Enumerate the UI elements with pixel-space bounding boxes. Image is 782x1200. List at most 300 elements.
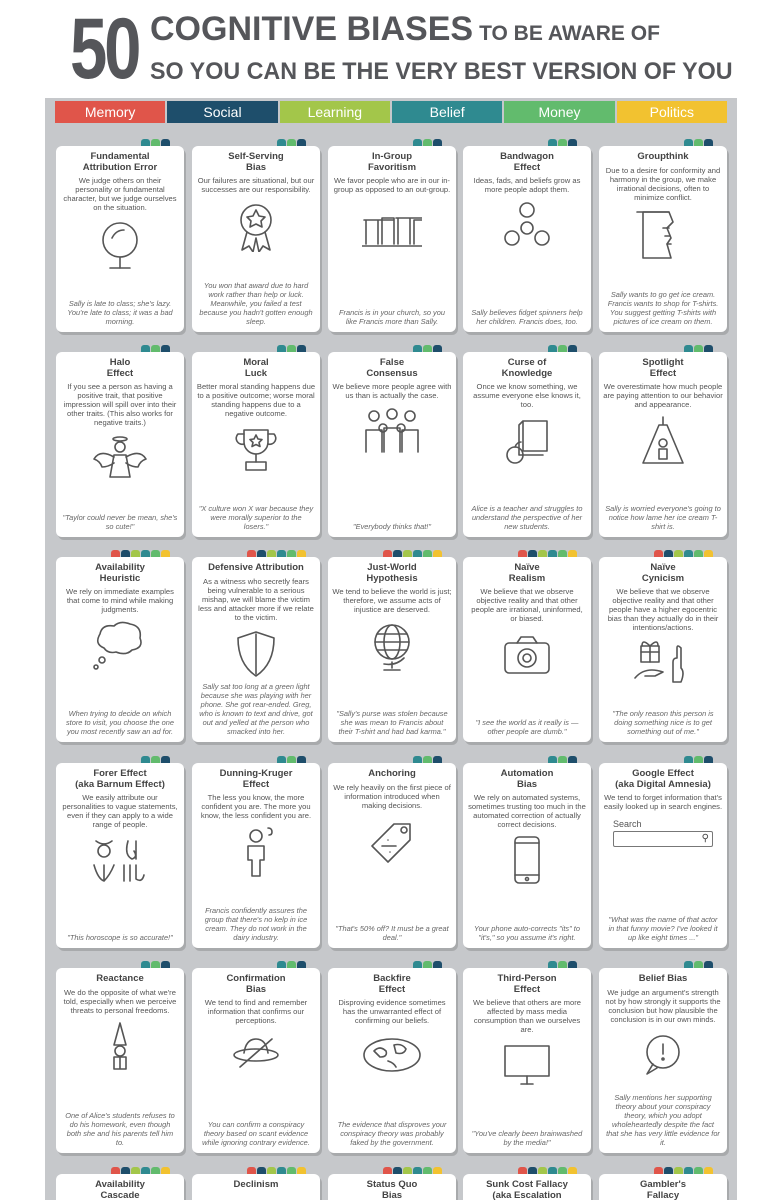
- category-tab: [694, 1167, 703, 1174]
- category-tabs: [383, 1167, 442, 1174]
- category-tabs: [654, 1167, 713, 1174]
- bias-card: [56, 968, 184, 1153]
- card-example: "Everybody thinks that!": [353, 522, 431, 531]
- book-apple-icon: [467, 415, 587, 467]
- category-tab: [538, 550, 547, 557]
- card-description: We believe that we observe objective reality and that other people have a higher egocentric bias than they actually do in their intentions/actions.: [607, 587, 719, 632]
- card-title: Availability Heuristic: [95, 562, 145, 584]
- card-example: Francis confidently assures the group that there's no kelp in ice cream. They do not work in the dairy industry.: [204, 906, 308, 942]
- category-tabs: [383, 550, 442, 557]
- category-tab: [423, 1167, 432, 1174]
- category-tab: [287, 961, 296, 968]
- category-tab: [568, 345, 577, 352]
- card-title: Reactance: [96, 973, 144, 984]
- bias-card: [56, 352, 184, 537]
- crowd-icon: [332, 406, 452, 458]
- card-title: Automation Bias: [500, 768, 554, 790]
- category-tab: [393, 550, 402, 557]
- card-title: Belief Bias: [638, 973, 688, 984]
- category-tab: [413, 345, 422, 352]
- bias-card: [328, 968, 456, 1153]
- category-tab: [423, 345, 432, 352]
- camera-icon: [467, 629, 587, 681]
- card-title: Naïve Realism: [508, 562, 546, 584]
- category-tab: [151, 756, 160, 763]
- category-tab: [413, 139, 422, 146]
- category-tab: [287, 139, 296, 146]
- card-title: Confirmation Bias: [226, 973, 286, 995]
- category-tab: [277, 139, 286, 146]
- card-example: "Taylor could never be mean, she's so cute!": [62, 513, 178, 531]
- category-tabs: [141, 961, 170, 968]
- card-title: Third-Person Effect: [497, 973, 557, 995]
- card-description: We tend to believe the world is just; therefore, we assume acts of injustice are deserved.: [332, 587, 452, 614]
- card-title: Curse of Knowledge: [501, 357, 553, 379]
- card-title: Availability Cascade: [95, 1179, 145, 1200]
- globe-icon: [332, 620, 452, 672]
- category-tab: [664, 550, 673, 557]
- category-tab: [151, 345, 160, 352]
- lemmings-cliff-icon: [603, 208, 723, 260]
- thought-bubble-icon: [60, 620, 180, 672]
- category-tabs: [277, 961, 306, 968]
- category-tab: [558, 961, 567, 968]
- category-tab: [423, 550, 432, 557]
- category-tab: [121, 550, 130, 557]
- card-description: We rely on immediate examples that come to mind while making judgments.: [66, 587, 174, 614]
- card-example: "Sally's purse was stolen because she was mean to Francis about their T-shirt and had bad karma.": [336, 709, 448, 736]
- magnifier-icon: ⚲: [701, 833, 709, 844]
- card-title: Defensive Attribution: [208, 562, 304, 573]
- category-tab: [297, 139, 306, 146]
- category-tab: [121, 1167, 130, 1174]
- category-tab: [297, 345, 306, 352]
- category-tabs: [684, 756, 713, 763]
- card-description: Ideas, fads, and beliefs grow as more people adopt them.: [473, 176, 581, 194]
- category-tab: [684, 345, 693, 352]
- card-description: If you see a person as having a positive trait, that positive impression will spill over into their other traits. (This also works for negative traits.): [63, 382, 177, 427]
- card-description: We rely heavily on the first piece of information introduced when making decisions.: [333, 782, 451, 810]
- number-fifty: 50: [70, 1, 139, 97]
- category-tab: [654, 550, 663, 557]
- bias-card: [192, 763, 320, 948]
- card-title: Google Effect (aka Digital Amnesia): [615, 768, 711, 790]
- category-tab: [247, 550, 256, 557]
- category-tab: [694, 756, 703, 763]
- category-tabs: [548, 345, 577, 352]
- bias-card: [599, 146, 727, 332]
- card-title: In-Group Favoritism: [367, 151, 417, 173]
- bias-card: [599, 1174, 727, 1200]
- bias-card: [192, 1174, 320, 1200]
- bias-card: [56, 1174, 184, 1200]
- card-description: Due to a desire for conformity and harmony in the group, we make irrational decisions, often to minimize conflict.: [605, 165, 721, 202]
- card-description: Our failures are situational, but our successes are our responsibility.: [197, 176, 315, 194]
- card-description: We judge an argument's strength not by how strongly it supports the conclusion but how plausible the conclusion is in our own minds.: [605, 987, 721, 1024]
- category-tab: [518, 550, 527, 557]
- category-tab: [694, 961, 703, 968]
- card-example: "This horoscope is so accurate!": [67, 933, 173, 942]
- category-tab: [423, 139, 432, 146]
- bias-card: [328, 763, 456, 948]
- price-tag-icon: [332, 816, 452, 868]
- category-tabs: [277, 345, 306, 352]
- category-tabs: [413, 139, 442, 146]
- title-line: [150, 10, 660, 49]
- category-tab: [568, 550, 577, 557]
- category-tab: [257, 550, 266, 557]
- bias-card: [599, 763, 727, 948]
- card-example: "What was the name of that actor in that funny movie? I've looked it up like eight times ...": [608, 915, 718, 942]
- category-tabs: [413, 345, 442, 352]
- card-description: Once we know something, we assume everyone else knows it, too.: [473, 382, 581, 409]
- category-tab: [257, 1167, 266, 1174]
- flat-earth-icon: [332, 1031, 452, 1083]
- category-tabs: [111, 1167, 170, 1174]
- card-example: One of Alice's students refuses to do his homework, even though both she and his parents tell him to.: [65, 1111, 175, 1147]
- confused-person-icon: [196, 826, 316, 878]
- card-title: Dunning-Kruger Effect: [219, 768, 293, 790]
- category-tab: [548, 961, 557, 968]
- category-tab: [664, 1167, 673, 1174]
- card-example: Your phone auto-corrects "its" to "it's," so you assume it's right.: [474, 924, 580, 942]
- card-example: "You've clearly been brainwashed by the media!": [471, 1129, 583, 1147]
- category-tab: [277, 961, 286, 968]
- smartphone-icon: [467, 835, 587, 887]
- category-tab: [413, 756, 422, 763]
- category-tab: [423, 756, 432, 763]
- card-example: When trying to decide on which store to visit, you choose the one you most recently saw an ad for.: [65, 709, 175, 736]
- card-example: "I see the world as it really is — other people are dumb.": [475, 718, 579, 736]
- category-tabs: [277, 139, 306, 146]
- category-tab: [287, 345, 296, 352]
- bias-card: [328, 146, 456, 332]
- card-title: Moral Luck: [243, 357, 269, 379]
- category-tab: [277, 550, 286, 557]
- category-tab: [383, 550, 392, 557]
- category-tab: [277, 1167, 286, 1174]
- card-title: Backfire Effect: [373, 973, 411, 995]
- category-tab: [558, 550, 567, 557]
- bias-card: [56, 146, 184, 332]
- card-description: We overestimate how much people are paying attention to our behavior and appearance.: [603, 382, 723, 409]
- category-tab: [433, 1167, 442, 1174]
- category-tab: [277, 756, 286, 763]
- bias-card: [328, 557, 456, 742]
- angel-icon: [60, 433, 180, 485]
- tv-screen-icon: [467, 1040, 587, 1092]
- card-example: Sally is late to class; she's lazy. You're late to class; it was a bad morning.: [67, 299, 173, 326]
- category-tabs: [518, 550, 577, 557]
- card-description: We judge others on their personality or fundamental character, but we judge ourselves on the situation.: [63, 176, 177, 212]
- category-tab: [704, 961, 713, 968]
- category-tab: [161, 345, 170, 352]
- category-tab: [684, 756, 693, 763]
- stonehenge-icon: [332, 200, 452, 252]
- card-example: You can confirm a conspiracy theory based on scant evidence while ignoring contrary evidence.: [202, 1120, 310, 1147]
- category-tab: [297, 1167, 306, 1174]
- category-tab: [297, 550, 306, 557]
- category-tab: [568, 961, 577, 968]
- card-description: The less you know, the more confident you are. The more you know, the less confident you are.: [200, 793, 312, 820]
- card-description: We tend to forget information that's easily looked up in search engines.: [603, 793, 723, 811]
- category-tab: [383, 1167, 392, 1174]
- card-description: We tend to find and remember information that confirms our perceptions.: [204, 998, 308, 1025]
- category-tab: [684, 1167, 693, 1174]
- category-tab: [654, 1167, 663, 1174]
- category-tab: [548, 139, 557, 146]
- category-tab: [694, 345, 703, 352]
- category-tabs: [111, 550, 170, 557]
- card-example: Sally is worried everyone's going to notice how lame her ice cream T-shirt is.: [605, 504, 721, 531]
- category-tab: [528, 550, 537, 557]
- category-tab: [694, 550, 703, 557]
- card-title: Self-Serving Bias: [228, 151, 284, 173]
- title-tail: TO BE AWARE OF: [479, 22, 660, 45]
- card-title: False Consensus: [366, 357, 418, 379]
- bias-card: [599, 557, 727, 742]
- bias-card: [192, 557, 320, 742]
- card-title: Bandwagon Effect: [500, 151, 554, 173]
- card-example: Sally sat too long at a green light because she was playing with her phone. She got rear-ended. Greg, who is known to text and drive, got out and yelled at the person who smacked into her.: [199, 682, 313, 736]
- category-tab: [141, 961, 150, 968]
- category-tabs: [684, 345, 713, 352]
- category-tab: [141, 550, 150, 557]
- category-tab: [433, 139, 442, 146]
- category-tab: [674, 550, 683, 557]
- subtitle: SO YOU CAN BE THE VERY BEST VERSION OF YOU: [150, 58, 733, 85]
- category-tab: [704, 1167, 713, 1174]
- search-field: [613, 831, 713, 847]
- category-tab: [111, 550, 120, 557]
- fidget-spinner-icon: [467, 200, 587, 252]
- category-tab: [558, 756, 567, 763]
- bias-card: [463, 352, 591, 537]
- category-tabs: [684, 961, 713, 968]
- bias-card: [463, 557, 591, 742]
- category-tabs: [548, 961, 577, 968]
- category-tab: [297, 756, 306, 763]
- category-tab: [161, 550, 170, 557]
- bias-card: [56, 763, 184, 948]
- card-example: Francis is in your church, so you like Francis more than Sally.: [339, 308, 445, 326]
- card-description: We believe more people agree with us than is actually the case.: [332, 382, 452, 400]
- bias-card: [56, 557, 184, 742]
- category-belief: Belief: [392, 101, 502, 123]
- category-tab: [287, 1167, 296, 1174]
- bias-card: [192, 146, 320, 332]
- card-description: We favor people who are in our in-group as opposed to an out-group.: [333, 176, 451, 194]
- category-tab: [131, 550, 140, 557]
- award-ribbon-icon: [196, 200, 316, 252]
- category-tab: [704, 345, 713, 352]
- category-tab: [568, 139, 577, 146]
- category-tab: [558, 345, 567, 352]
- category-tab: [528, 1167, 537, 1174]
- card-description: We easily attribute our personalities to vague statements, even if they can apply to a wide range of people.: [62, 793, 178, 829]
- category-memory: Memory: [55, 101, 165, 123]
- card-title: Naïve Cynicism: [641, 562, 685, 584]
- category-tab: [433, 961, 442, 968]
- card-example: You won that award due to hard work rather than help or luck. Meanwhile, you failed a test because you hadn't gotten enough sleep.: [199, 281, 313, 326]
- category-tab: [267, 1167, 276, 1174]
- card-title: Groupthink: [637, 151, 689, 162]
- category-money: Money: [504, 101, 614, 123]
- card-title: Fundamental Attribution Error: [82, 151, 158, 173]
- category-social: Social: [167, 101, 277, 123]
- category-tab: [568, 1167, 577, 1174]
- category-tab: [548, 756, 557, 763]
- bias-card: [599, 968, 727, 1153]
- bias-card: [599, 352, 727, 537]
- category-tabs: [413, 961, 442, 968]
- card-example: "That's 50% off? It must be a great deal.": [335, 924, 449, 942]
- category-tabs: [413, 756, 442, 763]
- category-tab: [433, 345, 442, 352]
- card-title: Forer Effect (aka Barnum Effect): [75, 768, 165, 790]
- category-tabs: [548, 756, 577, 763]
- category-tab: [548, 1167, 557, 1174]
- category-tabs: [247, 550, 306, 557]
- search-bar-icon: [613, 819, 713, 847]
- category-tab: [548, 345, 557, 352]
- category-tab: [141, 1167, 150, 1174]
- category-tab: [247, 1167, 256, 1174]
- title-main: COGNITIVE BIASES: [150, 10, 474, 48]
- category-tab: [413, 961, 422, 968]
- category-tab: [161, 756, 170, 763]
- bias-card: [463, 146, 591, 332]
- category-tab: [151, 550, 160, 557]
- category-tabs: [247, 1167, 306, 1174]
- card-title: Spotlight Effect: [642, 357, 684, 379]
- bias-card: [463, 1174, 591, 1200]
- category-tab: [287, 550, 296, 557]
- category-tab: [151, 961, 160, 968]
- category-tab: [141, 756, 150, 763]
- card-title: Anchoring: [368, 768, 416, 779]
- card-example: Alice is a teacher and struggles to understand the perspective of her new students.: [471, 504, 583, 531]
- category-tab: [403, 550, 412, 557]
- category-tabs: [518, 1167, 577, 1174]
- card-title: Sunk Cost Fallacy (aka Escalation: [486, 1179, 568, 1200]
- card-title: Gambler's Fallacy: [639, 1179, 687, 1200]
- shield-icon: [196, 628, 316, 680]
- category-legend: [55, 101, 727, 123]
- card-description: We do the opposite of what we're told, especially when we perceive threats to personal freedoms.: [63, 987, 177, 1015]
- bias-card: [463, 968, 591, 1153]
- card-example: Sally wants to go get ice cream. Francis wants to shop for T-shirts. You suggest getting T-shirts with pictures of ice cream on them.: [607, 290, 719, 326]
- category-tab: [413, 1167, 422, 1174]
- category-tab: [548, 550, 557, 557]
- category-tabs: [141, 756, 170, 763]
- category-tab: [403, 1167, 412, 1174]
- gift-hand-icon: [603, 638, 723, 690]
- category-tab: [393, 1167, 402, 1174]
- category-tab: [267, 550, 276, 557]
- card-example: "X culture won X war because they were morally superior to the losers.": [198, 504, 314, 531]
- category-tab: [704, 756, 713, 763]
- bias-card: [192, 352, 320, 537]
- category-tab: [277, 345, 286, 352]
- card-description: As a witness who secretly fears being vulnerable to a serious mishap, we will blame the victim less and attacker more if we relate to the victim.: [198, 576, 314, 622]
- card-description: We believe that we observe objective reality and that other people are irrational, uninformed, or biased.: [471, 587, 583, 623]
- category-tab: [433, 550, 442, 557]
- spotlight-icon: [603, 415, 723, 467]
- ufo-icon: [196, 1031, 316, 1083]
- trophy-icon: [196, 424, 316, 476]
- category-tabs: [684, 139, 713, 146]
- category-tab: [413, 550, 422, 557]
- category-tab: [433, 756, 442, 763]
- category-tab: [684, 550, 693, 557]
- category-tab: [111, 1167, 120, 1174]
- category-tab: [558, 1167, 567, 1174]
- card-description: Better moral standing happens due to a positive outcome; worse moral standing happens due to a negative outcome.: [196, 382, 316, 418]
- category-tab: [161, 1167, 170, 1174]
- search-label: Search: [613, 819, 642, 829]
- category-tab: [704, 550, 713, 557]
- card-title: Just-World Hypothesis: [366, 562, 418, 584]
- category-tab: [704, 139, 713, 146]
- category-tabs: [141, 139, 170, 146]
- card-title: Status Quo Bias: [366, 1179, 418, 1200]
- category-tab: [141, 139, 150, 146]
- category-tab: [518, 1167, 527, 1174]
- card-title: Halo Effect: [106, 357, 134, 379]
- speech-bubble-icon: [603, 1030, 723, 1082]
- card-title: Declinism: [233, 1179, 279, 1190]
- bias-card: [328, 352, 456, 537]
- category-tab: [161, 961, 170, 968]
- category-tab: [684, 961, 693, 968]
- category-politics: Politics: [617, 101, 727, 123]
- category-tabs: [654, 550, 713, 557]
- category-tab: [674, 1167, 683, 1174]
- category-tab: [161, 139, 170, 146]
- category-tab: [694, 139, 703, 146]
- poster-header: [0, 0, 782, 100]
- bias-card: [328, 1174, 456, 1200]
- card-example: Sally mentions her supporting theory about your conspiracy theory, which you adopt wholeheartedly despite the fact that she has very little evidence for it.: [606, 1093, 720, 1147]
- category-tab: [568, 756, 577, 763]
- card-description: Disproving evidence sometimes has the unwarranted effect of confirming our beliefs.: [338, 998, 446, 1025]
- dunce-cap-icon: [60, 1021, 180, 1073]
- category-tab: [558, 139, 567, 146]
- category-tabs: [548, 139, 577, 146]
- category-tab: [151, 1167, 160, 1174]
- category-tab: [287, 756, 296, 763]
- zodiac-icon: [60, 835, 180, 887]
- category-tab: [151, 139, 160, 146]
- category-tab: [297, 961, 306, 968]
- mirror-icon: [60, 218, 180, 270]
- card-description: We believe that others are more affected by mass media consumption than we ourselves are.: [473, 998, 581, 1034]
- bias-card: [192, 968, 320, 1153]
- category-tab: [141, 345, 150, 352]
- card-example: The evidence that disproves your conspiracy theory was probably faked by the government.: [337, 1120, 447, 1147]
- card-example: Sally believes fidget spinners help her children. Francis does, too.: [471, 308, 583, 326]
- category-tabs: [141, 345, 170, 352]
- bias-card: [463, 763, 591, 948]
- category-tab: [538, 1167, 547, 1174]
- category-tab: [423, 961, 432, 968]
- category-tab: [684, 139, 693, 146]
- category-tabs: [277, 756, 306, 763]
- category-tab: [131, 1167, 140, 1174]
- card-example: "The only reason this person is doing something nice is to get something out of me.": [612, 709, 714, 736]
- card-description: We rely on automated systems, sometimes trusting too much in the automated correction of actually correct decisions.: [468, 793, 586, 829]
